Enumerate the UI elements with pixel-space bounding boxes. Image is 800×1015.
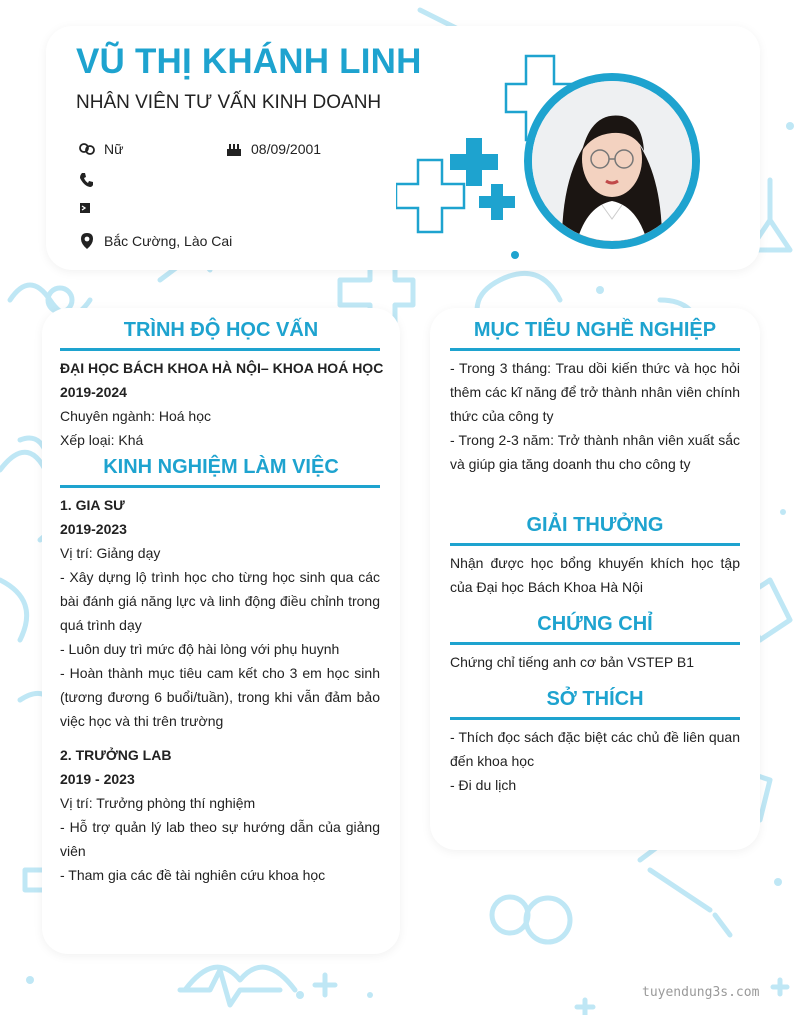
job-1-bullet: - Xây dựng lộ trình học cho từng học sinh qua các bài đánh giá năng lực và linh động điều chỉnh trong quá trình dạy (60, 569, 380, 633)
hobbies-title: SỞ THÍCH (546, 688, 644, 710)
certificates-text: Chứng chỉ tiếng anh cơ bản VSTEP B1 (450, 654, 694, 670)
hobby-item: - Đi du lịch (450, 777, 517, 793)
experience-divider (60, 485, 380, 488)
objective-divider (450, 348, 740, 351)
job-1-bullet: - Luôn duy trì mức độ hài lòng với phụ huynh (60, 641, 340, 657)
hobbies-divider (450, 717, 740, 720)
gender-icon (79, 142, 95, 156)
education-divider (60, 348, 380, 351)
gender-row (79, 141, 123, 157)
email-icon (79, 201, 93, 215)
birthday-row (226, 141, 321, 157)
gender-value: Nữ (104, 141, 124, 157)
left-column-card (42, 308, 400, 954)
job-2-bullet: - Tham gia các đề tài nghiên cứu khoa học (60, 867, 326, 883)
header-card (46, 26, 760, 270)
candidate-name: VŨ THỊ KHÁNH LINH (76, 42, 422, 81)
awards-text: Nhận được học bổng khuyến khích học tập của Đại học Bách Khoa Hà Nội (450, 555, 740, 595)
education-title: TRÌNH ĐỘ HỌC VẤN (123, 319, 319, 341)
birthday-cake-icon (226, 141, 242, 157)
job-1-name: 1. GIA SƯ (60, 497, 125, 513)
job-1-position: Vị trí: Giảng dạy (60, 545, 161, 561)
job-title: NHÂN VIÊN TƯ VẤN KINH DOANH (76, 92, 382, 113)
experience-title: KINH NGHIỆM LÀM VIỆC (103, 456, 339, 478)
address-value: Bắc Cường, Lào Cai (104, 233, 233, 249)
phone-icon (79, 172, 95, 188)
job-2-period: 2019 - 2023 (60, 771, 135, 787)
awards-divider (450, 543, 740, 546)
education-school: ĐẠI HỌC BÁCH KHOA HÀ NỘI– KHOA HOÁ HỌC (60, 360, 384, 376)
objective-item: - Trong 3 tháng: Trau dồi kiến thức và học hỏi thêm các kĩ năng để trở thành nhân viên chính thức của công ty (450, 360, 740, 424)
certificates-divider (450, 642, 740, 645)
portrait-image (532, 81, 692, 241)
education-rank: Xếp loại: Khá (60, 432, 144, 448)
profile-photo (524, 73, 700, 249)
location-pin-icon (79, 232, 95, 250)
awards-title: GIẢI THƯỞNG (526, 514, 664, 536)
objective-item: - Trong 2-3 năm: Trở thành nhân viên xuất sắc và giúp gia tăng doanh thu cho công ty (450, 432, 740, 472)
education-major: Chuyên ngành: Hoá học (60, 408, 211, 424)
watermark: tuyendung3s.com (642, 985, 760, 1000)
phone-row (79, 172, 104, 188)
right-column-card (430, 308, 760, 850)
hobby-item: - Thích đọc sách đặc biệt các chủ đề liên quan đến khoa học (450, 729, 740, 769)
birthday-value: 08/09/2001 (251, 141, 322, 157)
job-2-name: 2. TRƯỞNG LAB (60, 747, 172, 763)
job-1-period: 2019-2023 (60, 521, 127, 537)
job-1-bullet: - Hoàn thành mục tiêu cam kết cho 3 em học sinh (tương đương 6 buổi/tuần), trong khi vẫn đảm bảo việc học và thi trên trường (60, 665, 380, 729)
email-row (79, 201, 102, 215)
education-period: 2019-2024 (60, 384, 127, 400)
certificates-title: CHỨNG CHỈ (537, 613, 653, 635)
objective-title: MỤC TIÊU NGHỀ NGHIỆP (473, 319, 717, 341)
job-2-position: Vị trí: Trưởng phòng thí nghiệm (60, 795, 256, 811)
address-row (79, 232, 232, 250)
job-2-bullet: - Hỗ trợ quản lý lab theo sự hướng dẫn của giảng viên (60, 819, 380, 859)
